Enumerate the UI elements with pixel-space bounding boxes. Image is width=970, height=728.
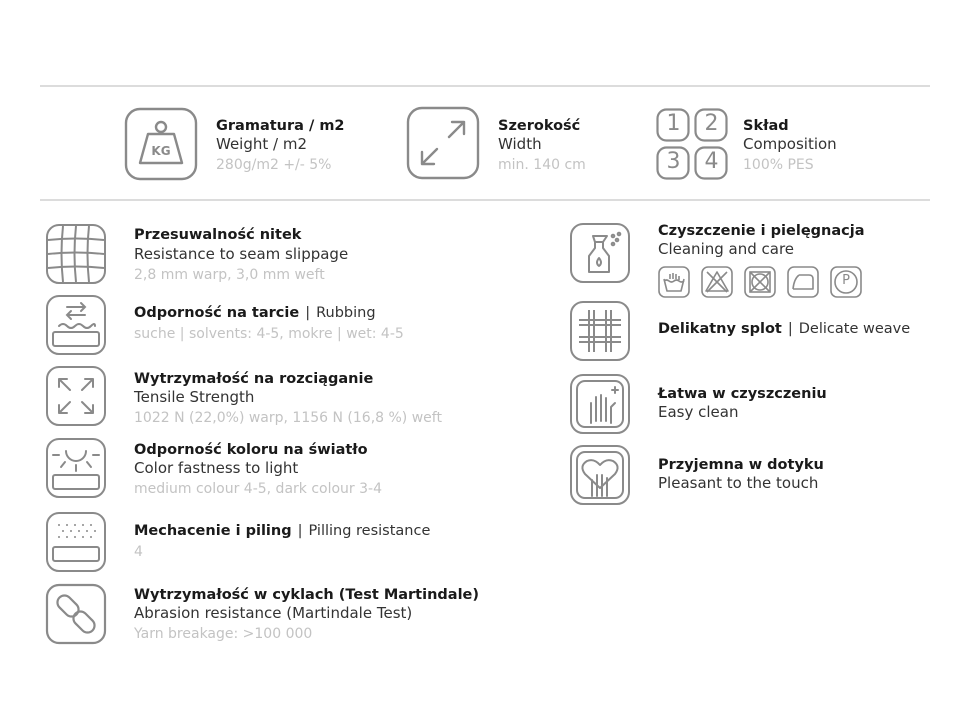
weight-value: 280g/m2 +/- 5% xyxy=(216,157,332,173)
hand-wash-icon xyxy=(658,266,690,302)
pilling-title-en: Pilling resistance xyxy=(308,523,431,539)
tensile-value: 1022 N (22,0%) warp, 1156 N (16,8 %) weft xyxy=(134,410,442,426)
rubbing-title-pl: Odporność na tarcie xyxy=(134,305,300,321)
martindale-title: Wytrzymałość w cyklach (Test Martindale) xyxy=(134,587,480,603)
rubbing-title-en: Rubbing xyxy=(316,305,376,321)
expand-arrows-icon xyxy=(406,106,480,180)
kg-weight-icon xyxy=(124,107,198,181)
weave-title-pl: Delikatny splot xyxy=(658,321,782,337)
delicate-weave-icon xyxy=(569,300,631,362)
chain-links-icon xyxy=(45,583,107,645)
rubbing-icon xyxy=(45,294,107,356)
pilling-value: 4 xyxy=(134,544,143,560)
rubbing-value: suche | solvents: 4-5, mokre | wet: 4-5 xyxy=(134,326,404,342)
sun-light-icon xyxy=(45,437,107,499)
no-bleach-icon xyxy=(701,266,733,302)
weight-subtitle: Weight / m2 xyxy=(216,135,308,153)
easy-clean-title: Łatwa w czyszczeniu xyxy=(658,386,827,402)
touch-title: Przyjemna w dotyku xyxy=(658,457,824,473)
pilling-title xyxy=(134,522,430,541)
width-subtitle: Width xyxy=(498,135,542,153)
cleaning-subtitle: Cleaning and care xyxy=(658,240,795,258)
kg-label: KG xyxy=(151,144,171,158)
title-separator: | xyxy=(787,321,793,337)
digit-4: 4 xyxy=(704,149,719,174)
light-title: Odporność koloru na światło xyxy=(134,442,368,458)
numbers-1234-icon xyxy=(656,108,728,180)
top-divider xyxy=(40,85,930,87)
light-subtitle: Color fastness to light xyxy=(134,459,299,477)
width-value: min. 140 cm xyxy=(498,157,586,173)
title-separator: | xyxy=(305,305,311,321)
seam-title: Przesuwalność nitek xyxy=(134,227,302,243)
spray-bottle-icon xyxy=(569,222,631,284)
tensile-subtitle: Tensile Strength xyxy=(134,388,255,406)
easy-clean-hand-icon xyxy=(569,373,631,435)
tensile-title: Wytrzymałość na rozciąganie xyxy=(134,371,374,387)
martindale-subtitle: Abrasion resistance (Martindale Test) xyxy=(134,604,413,622)
digit-3: 3 xyxy=(666,149,681,174)
digit-2: 2 xyxy=(704,111,719,136)
pilling-icon xyxy=(45,511,107,573)
rubbing-title xyxy=(134,304,376,323)
martindale-value: Yarn breakage: >100 000 xyxy=(134,626,313,642)
seam-value: 2,8 mm warp, 3,0 mm weft xyxy=(134,267,325,283)
weave-title xyxy=(658,320,910,339)
no-tumble-dry-icon xyxy=(744,266,776,302)
care-symbols xyxy=(658,266,862,302)
digit-1: 1 xyxy=(666,111,681,136)
seam-subtitle: Resistance to seam slippage xyxy=(134,245,349,263)
composition-title: Skład xyxy=(743,118,789,134)
touch-subtitle: Pleasant to the touch xyxy=(658,474,819,492)
light-value: medium colour 4-5, dark colour 3-4 xyxy=(134,481,382,497)
width-title: Szerokość xyxy=(498,118,581,134)
seam-grid-icon xyxy=(45,223,107,285)
composition-value: 100% PES xyxy=(743,157,814,173)
weave-title-en: Delicate weave xyxy=(798,321,911,337)
tensile-arrows-icon xyxy=(45,365,107,427)
middle-divider xyxy=(40,199,930,201)
easy-clean-subtitle: Easy clean xyxy=(658,403,739,421)
cleaning-title: Czyszczenie i pielęgnacja xyxy=(658,223,865,239)
pilling-title-pl: Mechacenie i piling xyxy=(134,523,292,539)
weight-title: Gramatura / m2 xyxy=(216,118,345,134)
p-letter: P xyxy=(842,273,850,288)
title-separator: | xyxy=(297,523,303,539)
composition-subtitle: Composition xyxy=(743,135,837,153)
iron-icon xyxy=(787,266,819,302)
professional-cleaning-p-icon xyxy=(830,266,862,302)
pleasant-touch-heart-icon xyxy=(569,444,631,506)
